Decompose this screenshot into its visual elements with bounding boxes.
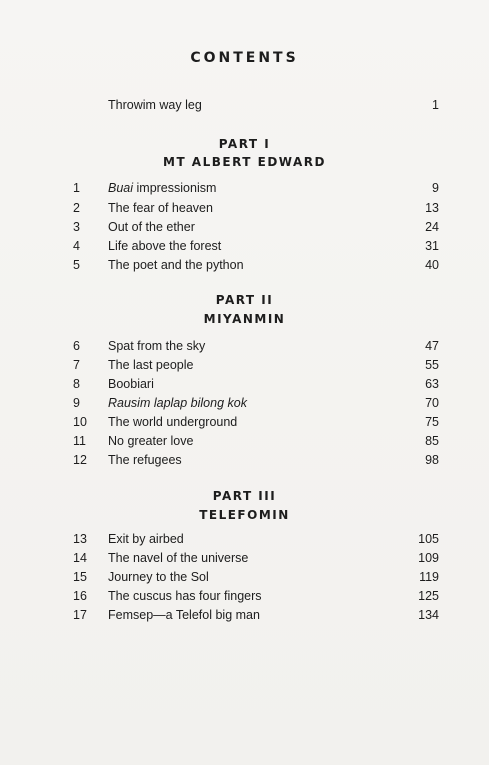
toc-entry bbox=[0, 412, 489, 432]
chapter-number: 6 bbox=[73, 339, 80, 353]
toc-entry bbox=[0, 198, 489, 218]
toc-entry bbox=[0, 605, 489, 625]
chapter-title-rest: impressionism bbox=[133, 181, 217, 195]
toc-entry-prelude bbox=[0, 95, 489, 115]
chapter-title-italic: Buai bbox=[108, 181, 134, 195]
chapter-number: 17 bbox=[73, 608, 87, 622]
toc-entry bbox=[0, 431, 489, 451]
chapter-number: 8 bbox=[73, 377, 80, 391]
chapter-title: The cuscus has four fingers bbox=[108, 589, 262, 603]
chapter-number: 15 bbox=[73, 570, 87, 584]
chapter-page: 119 bbox=[419, 570, 439, 584]
chapter-title: Life above the forest bbox=[108, 239, 222, 253]
toc-entry bbox=[0, 355, 489, 375]
chapter-page: 109 bbox=[418, 551, 439, 565]
chapter-title: The last people bbox=[108, 358, 194, 372]
toc-entry bbox=[0, 586, 489, 606]
toc-entry bbox=[0, 393, 489, 413]
chapter-page: 13 bbox=[425, 201, 439, 215]
contents-heading: CONTENTS bbox=[190, 50, 299, 66]
toc-entry bbox=[0, 336, 489, 356]
chapter-number: 10 bbox=[73, 415, 87, 429]
chapter-page: 31 bbox=[425, 239, 439, 253]
chapter-page: 47 bbox=[425, 339, 439, 353]
chapter-number: 7 bbox=[73, 358, 80, 372]
toc-entry bbox=[0, 548, 489, 568]
chapter-number: 2 bbox=[73, 201, 80, 215]
chapter-title bbox=[108, 178, 216, 198]
chapter-title: Rausim laplap bilong kok bbox=[108, 396, 247, 410]
chapter-number: 16 bbox=[73, 589, 87, 603]
chapter-title: Boobiari bbox=[108, 377, 154, 391]
toc-entry bbox=[0, 374, 489, 394]
chapter-title: The refugees bbox=[108, 453, 182, 467]
chapter-title: Out of the ether bbox=[108, 220, 195, 234]
chapter-number: 11 bbox=[73, 434, 86, 448]
chapter-title: The world underground bbox=[108, 415, 238, 429]
chapter-title: The fear of heaven bbox=[108, 201, 213, 215]
toc-entry bbox=[0, 178, 489, 198]
chapter-number: 9 bbox=[73, 396, 80, 410]
chapter-number: 1 bbox=[73, 181, 80, 195]
entry-title: Throwim way leg bbox=[108, 98, 202, 112]
chapter-number: 12 bbox=[73, 453, 87, 467]
chapter-number: 5 bbox=[73, 258, 80, 272]
chapter-page: 40 bbox=[425, 258, 439, 272]
chapter-page: 85 bbox=[425, 434, 439, 448]
part-label: PART II bbox=[215, 293, 274, 307]
chapter-page: 24 bbox=[425, 220, 439, 234]
toc-entry bbox=[0, 217, 489, 237]
chapter-page: 105 bbox=[418, 532, 439, 546]
chapter-page: 75 bbox=[425, 415, 439, 429]
chapter-page: 70 bbox=[425, 396, 439, 410]
toc-entry bbox=[0, 236, 489, 256]
toc-entry bbox=[0, 255, 489, 275]
chapter-number: 4 bbox=[73, 239, 80, 253]
toc-entry bbox=[0, 529, 489, 549]
toc-entry bbox=[0, 567, 489, 587]
chapter-title: Exit by airbed bbox=[108, 532, 184, 546]
part-name: TELEFOMIN bbox=[199, 508, 290, 522]
chapter-number: 3 bbox=[73, 220, 80, 234]
part-name: MIYANMIN bbox=[203, 312, 286, 326]
part-label: PART III bbox=[212, 489, 277, 503]
chapter-number: 13 bbox=[73, 532, 87, 546]
chapter-title: Femsep—a Telefol big man bbox=[108, 608, 260, 622]
chapter-title: Journey to the Sol bbox=[108, 570, 209, 584]
chapter-page: 9 bbox=[432, 181, 439, 195]
chapter-page: 134 bbox=[418, 608, 439, 622]
chapter-title: The navel of the universe bbox=[108, 551, 249, 565]
part-name: MT ALBERT EDWARD bbox=[163, 155, 326, 169]
chapter-number: 14 bbox=[73, 551, 87, 565]
entry-page: 1 bbox=[432, 98, 439, 112]
part-label: PART I bbox=[218, 137, 271, 151]
chapter-page: 63 bbox=[425, 377, 439, 391]
toc-entry bbox=[0, 450, 489, 470]
chapter-title: The poet and the python bbox=[108, 258, 244, 272]
chapter-page: 98 bbox=[425, 453, 439, 467]
chapter-page: 55 bbox=[425, 358, 439, 372]
chapter-title: Spat from the sky bbox=[108, 339, 206, 353]
chapter-page: 125 bbox=[418, 589, 439, 603]
chapter-title: No greater love bbox=[108, 434, 194, 448]
